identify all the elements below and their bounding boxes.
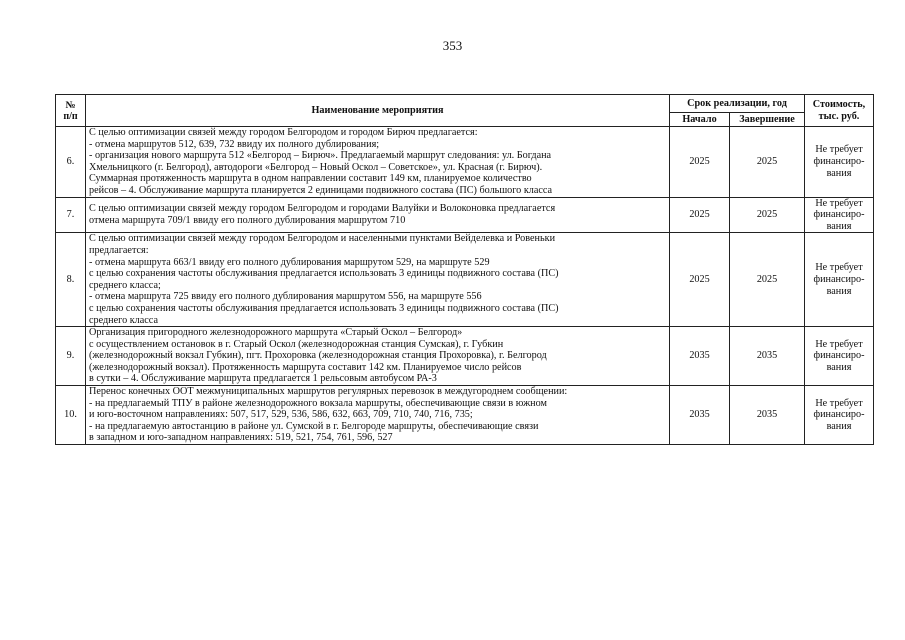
description-line: (железнодорожный вокзал). Протяженность маршрута составит 142 км. Планируемое число рейсов — [89, 361, 522, 373]
page-number: 353 — [442, 38, 463, 53]
row-start-year: 2035 — [670, 386, 730, 445]
table-row — [56, 327, 874, 386]
table-row — [56, 127, 874, 198]
row-number: 8. — [56, 233, 86, 327]
row-start-year: 2035 — [670, 327, 730, 386]
row-description — [86, 233, 670, 327]
row-description — [86, 327, 670, 386]
cost-line: Не требует — [815, 397, 863, 409]
description-line: предлагается: — [89, 244, 149, 256]
row-start-year: 2025 — [670, 197, 730, 233]
row-end-year: 2035 — [730, 327, 805, 386]
description-line: с целью сохранения частоты обслуживания предлагается использовать 3 единицы подвижного состава (ПС) — [89, 302, 559, 314]
row-cost — [805, 386, 874, 445]
description-line: С целью оптимизации связей между городом Белгородом и городом Бирюч предлагается: — [89, 127, 478, 138]
cost-line: финансиро- — [813, 350, 865, 362]
row-number: 7. — [56, 197, 86, 233]
row-cost — [805, 233, 874, 327]
header-cost — [805, 95, 874, 127]
row-number: 9. — [56, 327, 86, 386]
description-line: - отмена маршрутов 512, 639, 732 ввиду их полного дублирования; — [89, 138, 380, 150]
cost-line: Не требует — [815, 197, 863, 209]
row-end-year: 2025 — [730, 233, 805, 327]
description-line: с целью сохранения частоты обслуживания предлагается использовать 3 единицы подвижного состава (ПС) — [89, 268, 559, 280]
table-row — [56, 233, 874, 327]
table-row — [56, 386, 874, 445]
measures-table — [55, 94, 874, 445]
row-start-year: 2025 — [670, 127, 730, 198]
table-row — [56, 197, 874, 233]
description-line: рейсов – 4. Обслуживание маршрута планируется 2 единицами подвижного состава (ПС) большого класса — [89, 184, 553, 196]
header-start: Начало — [670, 113, 730, 127]
cost-line: финансиро- — [813, 209, 865, 221]
description-line: - на предлагаемую автостанцию в районе ул. Сумской в г. Белгороде маршруты, обеспечивающие связи — [89, 420, 539, 432]
description-line: (железнодорожный вокзал Губкин), пгт. Прохоровка (железнодорожная станция Прохоровка), г. Белгород — [89, 350, 547, 362]
header-name: Наименование мероприятия — [86, 95, 670, 127]
header-period: Срок реализации, год — [670, 95, 805, 113]
row-end-year: 2025 — [730, 127, 805, 198]
header-number — [56, 95, 86, 127]
cost-line: вания — [826, 285, 852, 297]
cost-line: финансиро- — [813, 273, 865, 285]
header-number-line: № — [65, 99, 76, 111]
description-line: С целью оптимизации связей между городом Белгородом и населенными пунктами Вейделевка и Ровеньки — [89, 233, 556, 245]
description-line: Организация пригородного железнодорожного маршрута «Старый Оскол – Белгород» — [89, 327, 463, 339]
description-line: и юго-восточном направлениях: 507, 517, 529, 536, 586, 632, 663, 709, 710, 740, 716, 735; — [89, 409, 473, 421]
description-line: Перенос конечных ООТ межмуниципальных маршрутов регулярных перевозок в междугороднем сообщении: — [89, 386, 568, 398]
description-line: в сутки – 4. Обслуживание маршрута предлагается 1 рельсовым автобусом РА-3 — [89, 373, 437, 385]
row-cost — [805, 197, 874, 233]
description-line: в западном и юго-западном направлениях: 519, 521, 754, 761, 596, 527 — [89, 432, 393, 444]
description-line: Хмельницкого (г. Белгород), автодороги «Белгород – Новый Оскол – Советское», ул. Красная (г. Бирюч). — [89, 161, 543, 173]
row-end-year: 2025 — [730, 197, 805, 233]
cost-line: вания — [826, 220, 852, 232]
header-cost-line: Стоимость, — [812, 98, 866, 110]
row-number: 10. — [56, 386, 86, 445]
row-description — [86, 197, 670, 233]
description-line: - отмена маршрута 725 ввиду его полного дублирования маршрутом 556, на маршруте 556 — [89, 291, 482, 303]
description-line: - организация нового маршрута 512 «Белгород – Бирюч». Предлагаемый маршрут следования: ул. Богдана — [89, 150, 552, 162]
description-line: среднего класса — [89, 314, 158, 326]
cost-line: вания — [826, 361, 852, 373]
row-cost — [805, 327, 874, 386]
cost-line: финансиро- — [813, 409, 865, 421]
row-end-year: 2035 — [730, 386, 805, 445]
description-line: отмена маршрута 709/1 ввиду его полного дублирования маршрутом 710 — [89, 214, 406, 226]
description-line: - на предлагаемый ТПУ в районе железнодорожного вокзала маршруты, обеспечивающие связи в южном — [89, 397, 547, 409]
header-end: Завершение — [730, 113, 805, 127]
description-line: С целью оптимизации связей между городом Белгородом и городами Валуйки и Волоконовка предлагается — [89, 203, 556, 215]
row-cost — [805, 127, 874, 198]
row-start-year: 2025 — [670, 233, 730, 327]
description-line: Суммарная протяженность маршрута в одном направлении составит 149 км, планируемое количество — [89, 173, 532, 185]
description-line: - отмена маршрута 663/1 ввиду его полного дублирования маршрутом 529, на маршруте 529 — [89, 256, 490, 268]
cost-line: Не требует — [815, 262, 863, 274]
row-description — [86, 127, 670, 198]
header-cost-line: тыс. руб. — [818, 110, 860, 122]
cost-line: финансиро- — [813, 155, 865, 167]
description-line: с осуществлением остановок в г. Старый Оскол (железнодорожная станция Сумская), г. Губкин — [89, 338, 504, 350]
description-line: среднего класса; — [89, 279, 161, 291]
cost-line: вания — [826, 167, 852, 179]
cost-line: Не требует — [815, 144, 863, 156]
row-number: 6. — [56, 127, 86, 198]
row-description — [86, 386, 670, 445]
cost-line: Не требует — [815, 338, 863, 350]
header-number-line: п/п — [63, 110, 78, 122]
cost-line: вания — [826, 420, 852, 432]
